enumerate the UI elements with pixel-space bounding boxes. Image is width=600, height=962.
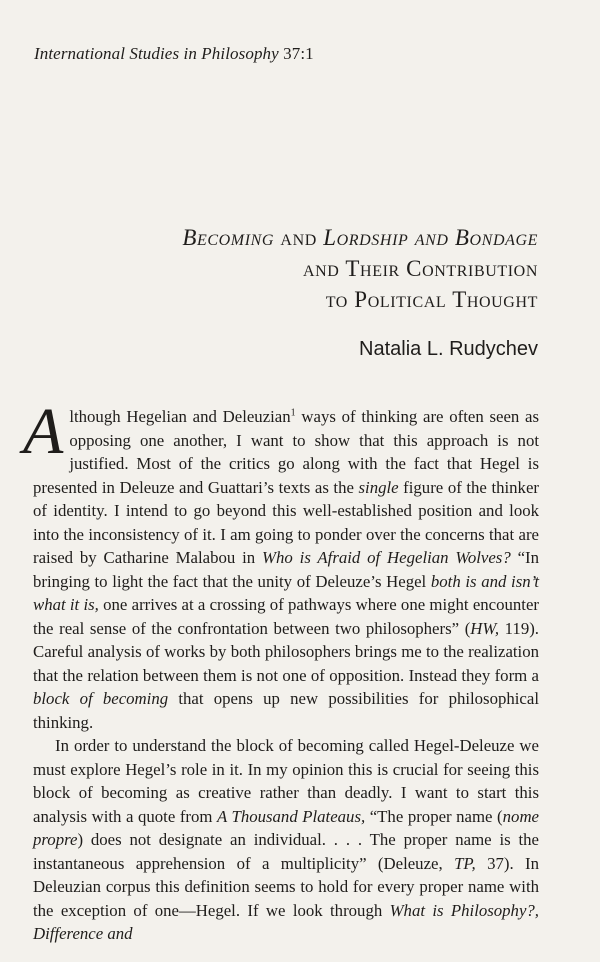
title-line-1 xyxy=(18,222,538,253)
title-becoming: Becoming xyxy=(182,225,275,250)
title-lordship: Lordship and Bondage xyxy=(323,225,538,250)
footnote-marker[interactable]: 1 xyxy=(290,407,296,419)
italic-run: Who is Afraid of Hegelian Wolves? xyxy=(262,548,511,567)
italic-run: A Thousand Plateaus, xyxy=(217,806,366,826)
text-run: In order to understand the block of becoming called Hegel-Deleuze we must explore Hegel’s role in it. In my opinion this is crucial for seeing this block of becoming as creative rather than deadly. I want to start this analysis with a quote from xyxy=(33,736,539,826)
text-run: 37). In Deleuzian corpus this definition seems to hold for every proper name with the exception of one—Hegel. If we look through xyxy=(33,853,539,920)
text-run: 119). Careful analysis of works by both philosophers brings me to the realization that the relation between them is not one of opposition. Instead they form a xyxy=(33,618,539,685)
italic-run: both is and isn’t what it is, xyxy=(33,571,539,614)
text-run: “In bringing to light the fact that the unity of Deleuze’s Hegel xyxy=(33,548,539,591)
journal-name: International Studies in Philosophy xyxy=(34,44,279,63)
paragraph-2 xyxy=(33,734,539,946)
title-line-3: to Political Thought xyxy=(325,287,538,312)
article-body xyxy=(23,395,540,946)
text-run: “The proper name ( xyxy=(365,806,503,826)
text-run: figure of the thinker of identity. I intend to go beyond this well-established position and look into the inconsistency of it. I am going to ponder over the concerns that are raised by Catharine Malabou in xyxy=(33,477,539,567)
italic-run: HW, xyxy=(470,618,500,638)
title-and: and xyxy=(274,225,324,250)
drop-cap: A xyxy=(23,395,64,468)
paragraph-1 xyxy=(23,395,539,734)
author-name: Natalia L. Rudychev xyxy=(359,338,538,360)
italic-run: TP, xyxy=(454,853,476,873)
journal-volume: 37:1 xyxy=(283,44,314,63)
text-run: lthough Hegelian and Deleuzian xyxy=(69,407,291,426)
running-head xyxy=(34,44,314,64)
text-run: that opens up new possibilities for philosophical thinking. xyxy=(33,689,539,732)
text-run: ) does not designate an individual. . . . The proper name is the instantaneous apprehension of a multiplicity” (Deleuze, xyxy=(33,830,539,873)
italic-run: What is Philosophy?, Difference and xyxy=(33,900,539,943)
article-title xyxy=(18,222,538,315)
italic-run: block of becoming xyxy=(33,689,169,708)
italic-run: nome propre xyxy=(33,806,540,849)
italic-run: single xyxy=(358,477,399,497)
text-run: one arrives at a crossing of pathways where one might encounter the real sense of the confrontation between two philosophers” ( xyxy=(33,595,539,638)
title-line-2: and Their Contribution xyxy=(303,256,538,281)
text-run: ways of thinking are often seen as opposing one another, I want to show that this approach is not justified. Most of the critics go along with the fact that Hegel is presented in Deleuze and Guattari’s texts as the xyxy=(33,407,539,497)
